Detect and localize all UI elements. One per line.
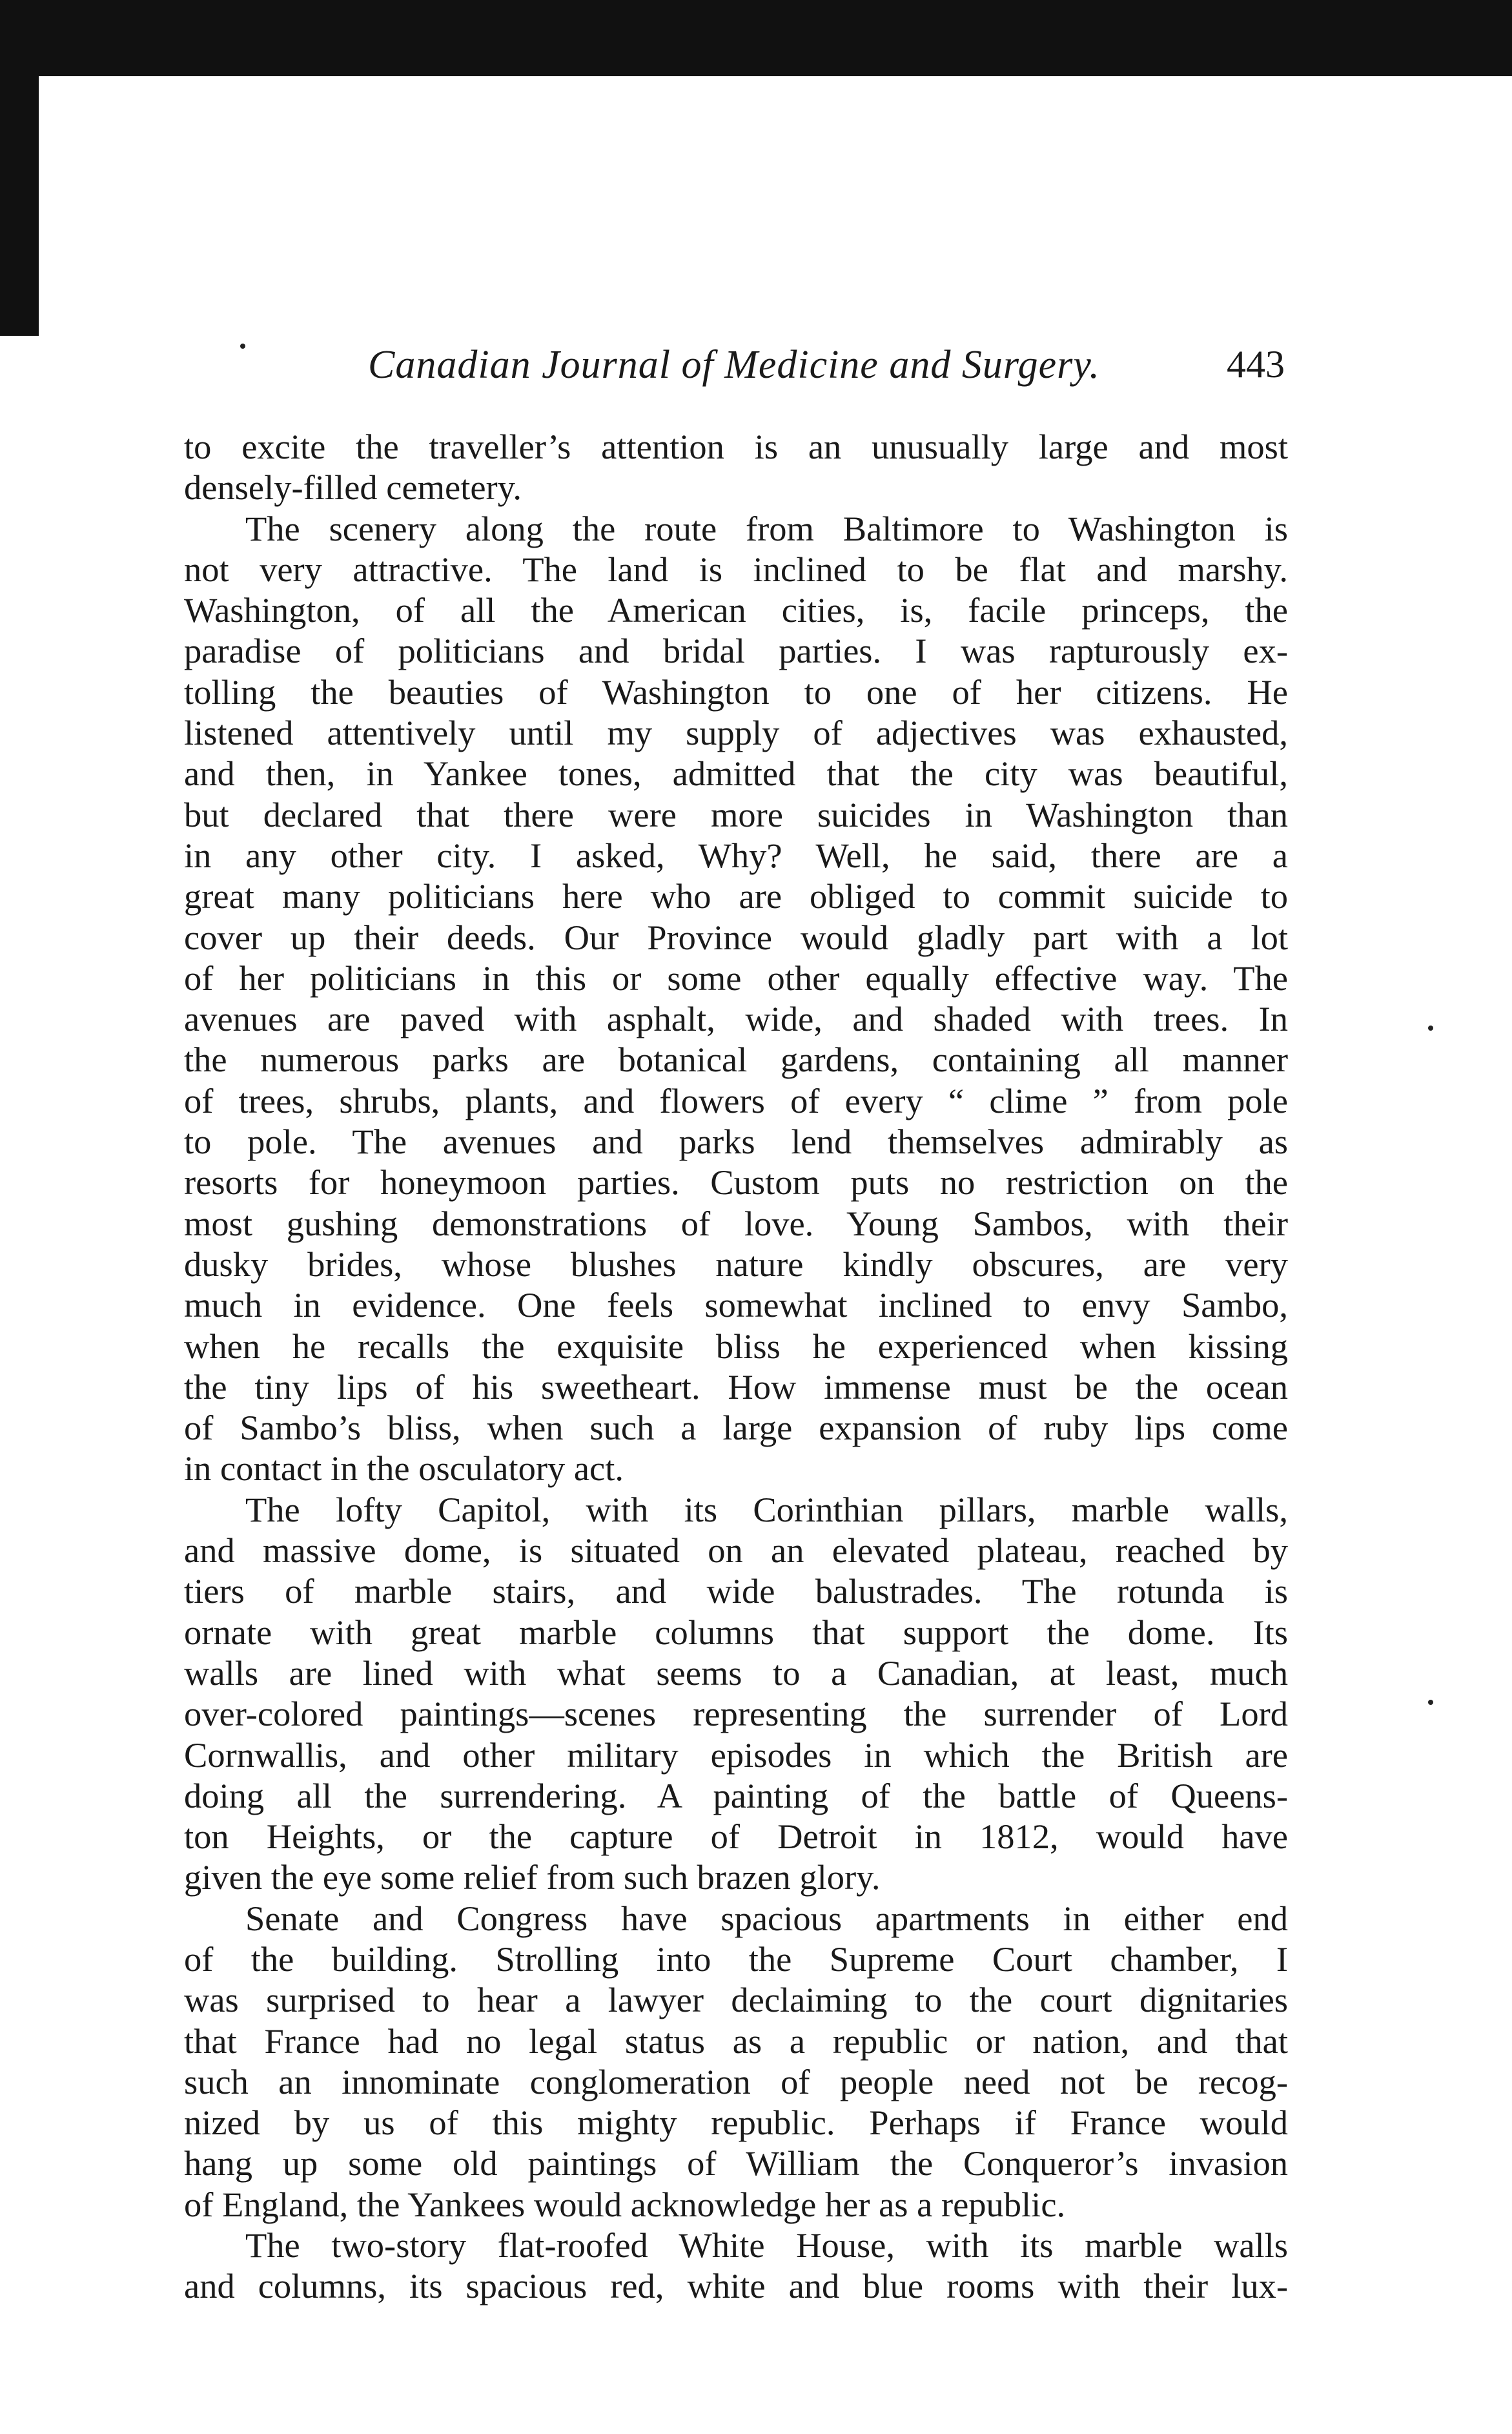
text-line: to excite the traveller’s attention is an unusually large and most <box>184 427 1288 466</box>
text-line: densely-filled cemetery. <box>184 468 522 508</box>
text-line: Washington, of all the American cities, is, facile princeps, the <box>184 590 1288 630</box>
text-line: The lofty Capitol, with its Corinthian pillars, marble walls, <box>245 1489 1288 1529</box>
text-line: and massive dome, is situated on an elevated plateau, reached by <box>184 1531 1288 1571</box>
journal-title: Canadian Journal of Medicine and Surgery. <box>368 343 1100 387</box>
text-line: that France had no legal status as a republic or nation, and that <box>184 2021 1288 2061</box>
margin-speck <box>1428 1700 1433 1705</box>
text-line: the numerous parks are botanical gardens, containing all manner <box>184 1040 1288 1080</box>
paragraph <box>184 2225 1288 2307</box>
text-line: hang up some old paintings of William the Conqueror’s invasion <box>184 2143 1288 2183</box>
text-line: of the building. Strolling into the Supreme Court chamber, I <box>184 1939 1288 1979</box>
text-line: nized by us of this mighty republic. Perhaps if France would <box>184 2103 1288 2143</box>
margin-speck <box>1428 1026 1433 1031</box>
text-line: Cornwallis, and other military episodes in which the British are <box>184 1735 1288 1775</box>
text-line: avenues are paved with asphalt, wide, and shaded with trees. In <box>184 999 1288 1039</box>
text-line: given the eye some relief from such brazen glory. <box>184 1857 881 1897</box>
text-line: ton Heights, or the capture of Detroit in 1812, would have <box>184 1817 1288 1857</box>
text-line: much in evidence. One feels somewhat inclined to envy Sambo, <box>184 1285 1288 1325</box>
text-line: in any other city. I asked, Why? Well, he said, there are a <box>184 835 1288 875</box>
text-line: dusky brides, whose blushes nature kindly obscures, are very <box>184 1244 1288 1284</box>
text-line: was surprised to hear a lawyer declaiming to the court dignitaries <box>184 1980 1288 2020</box>
text-line: Senate and Congress have spacious apartments in either end <box>245 1898 1288 1938</box>
text-line: The scenery along the route from Baltimore to Washington is <box>245 508 1288 548</box>
paragraph <box>184 1898 1288 2225</box>
paragraph <box>184 508 1288 1489</box>
text-line: and then, in Yankee tones, admitted that the city was beautiful, <box>184 754 1288 794</box>
text-line: most gushing demonstrations of love. Young Sambos, with their <box>184 1203 1288 1243</box>
text-line: and columns, its spacious red, white and blue rooms with their lux- <box>184 2266 1288 2306</box>
text-line: to pole. The avenues and parks lend themselves admirably as <box>184 1122 1288 1162</box>
running-header <box>181 336 1311 400</box>
text-line: not very attractive. The land is inclined to be flat and marshy. <box>184 549 1288 589</box>
paragraph <box>184 1489 1288 1898</box>
text-line: listened attentively until my supply of adjectives was exhausted, <box>184 713 1288 753</box>
left-border-rule <box>0 0 39 336</box>
text-line: but declared that there were more suicides in Washington than <box>184 794 1288 834</box>
top-border-rule-lower <box>39 65 1512 76</box>
paragraph <box>184 426 1288 508</box>
text-line: resorts for honeymoon parties. Custom puts no restriction on the <box>184 1162 1288 1202</box>
text-line: tolling the beauties of Washington to one of her citizens. He <box>184 672 1288 712</box>
text-line: cover up their deeds. Our Province would gladly part with a lot <box>184 917 1288 957</box>
text-line: over-colored paintings—scenes representing the surrender of Lord <box>184 1694 1288 1734</box>
text-line: of trees, shrubs, plants, and flowers of every “ clime ” from pole <box>184 1080 1288 1120</box>
text-line: ornate with great marble columns that support the dome. Its <box>184 1612 1288 1652</box>
page-number: 443 <box>1227 343 1285 386</box>
text-line: tiers of marble stairs, and wide balustrades. The rotunda is <box>184 1571 1288 1611</box>
text-line: when he recalls the exquisite bliss he experienced when kissing <box>184 1326 1288 1366</box>
text-line: such an innominate conglomeration of people need not be recog- <box>184 2061 1288 2101</box>
text-line: of Sambo’s bliss, when such a large expansion of ruby lips come <box>184 1408 1288 1448</box>
text-line: of England, the Yankees would acknowledge her as a republic. <box>184 2184 1066 2224</box>
text-line: the tiny lips of his sweetheart. How immense must be the ocean <box>184 1367 1288 1407</box>
top-border-rule <box>0 0 1512 65</box>
text-line: of her politicians in this or some other equally effective way. The <box>184 958 1288 998</box>
text-line: The two-story flat-roofed White House, with its marble walls <box>245 2225 1288 2265</box>
article-body <box>184 426 1288 2307</box>
text-line: doing all the surrendering. A painting of the battle of Queens- <box>184 1775 1288 1815</box>
text-line: in contact in the osculatory act. <box>184 1449 624 1489</box>
text-line: paradise of politicians and bridal parties. I was rapturously ex- <box>184 631 1288 671</box>
text-line: great many politicians here who are obliged to commit suicide to <box>184 876 1288 916</box>
text-line: walls are lined with what seems to a Canadian, at least, much <box>184 1653 1288 1693</box>
